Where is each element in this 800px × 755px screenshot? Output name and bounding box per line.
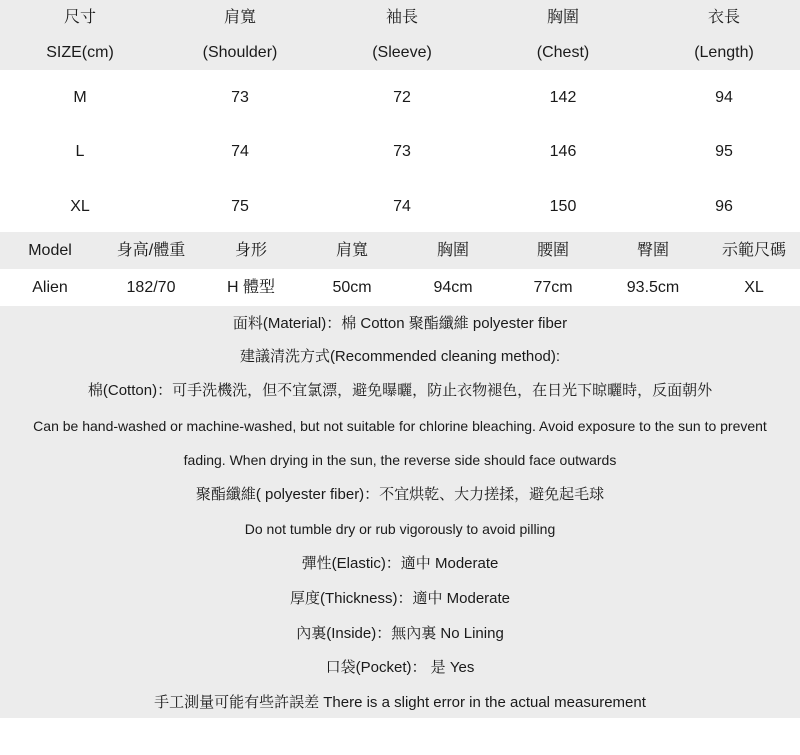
size-table-body [0,70,800,232]
model-body-type: H 體型 [226,279,276,296]
model-header-size-worn: 示範尺碼 [721,242,787,259]
size-table-header [0,0,800,70]
model-waist: 77cm [533,279,573,296]
length-cell: 94 [715,89,733,106]
washing-title: 建議清洗方式(Recommended cleaning method): [239,348,561,365]
model-size-worn: XL [744,279,764,296]
length-cell: 96 [715,198,733,215]
chest-cell: 146 [549,143,577,160]
elastic-note: 彈性(Elastic)：適中 Moderate [301,555,499,572]
model-header-waist: 腰圍 [536,242,570,259]
header-size-en: SIZE(cm) [46,44,114,61]
model-chest: 94cm [433,279,473,296]
header-sleeve-en: (Sleeve) [372,44,432,61]
model-header-height-weight: 身高/體重 [116,242,186,259]
model-hip: 93.5cm [626,279,680,296]
cotton-care-zh: 棉(Cotton)：可手洗機洗，但不宜氯漂，避免曝曬，防止衣物褪色，在日光下晾曬時，反面朝外 [87,382,713,399]
chest-cell: 142 [549,89,577,106]
pocket-note: 口袋(Pocket)： 是 Yes [325,659,475,676]
polyester-care-zh: 聚酯纖維( polyester fiber)：不宜烘乾、大力搓揉，避免起毛球 [195,486,605,503]
header-shoulder-en: (Shoulder) [202,44,278,61]
header-length-en: (Length) [694,44,754,61]
header-sleeve-zh: 袖長 [385,9,419,26]
model-header-shoulder: 肩寬 [335,242,369,259]
thickness-note: 厚度(Thickness)：適中 Moderate [289,590,511,607]
shoulder-cell: 75 [231,198,249,215]
cotton-care-en-line1: Can be hand-washed or machine-washed, but not suitable for chlorine bleaching. Avoid exposure to the sun to prevent [33,418,767,434]
lining-note: 內裏(Inside)：無內裏 No Lining [296,625,504,642]
material-note: 面料(Material)：棉 Cotton 聚酯纖維 polyester fiber [232,315,568,332]
model-header-hip: 臀圍 [636,242,670,259]
size-cell: L [75,143,85,160]
header-length-zh: 衣長 [707,9,741,26]
size-cell: XL [70,198,90,215]
header-size-zh: 尺寸 [63,9,97,26]
size-cell: M [73,89,87,106]
model-height-weight: 182/70 [126,279,176,296]
model-header-model: Model [28,242,72,259]
model-table-header [0,232,800,269]
polyester-care-en: Do not tumble dry or rub vigorously to avoid pilling [244,521,556,537]
care-notes [0,306,800,718]
model-name: Alien [32,279,68,296]
model-header-chest: 胸圍 [436,242,470,259]
model-shoulder: 50cm [332,279,372,296]
shoulder-cell: 73 [231,89,249,106]
model-header-body-type: 身形 [234,242,268,259]
length-cell: 95 [715,143,733,160]
sleeve-cell: 74 [393,198,411,215]
chest-cell: 150 [549,198,577,215]
sleeve-cell: 73 [393,143,411,160]
sleeve-cell: 72 [393,89,411,106]
measurement-error-note: 手工測量可能有些許誤差 There is a slight error in the actual measurement [154,694,646,711]
shoulder-cell: 74 [231,143,249,160]
model-table-row [0,269,800,306]
cotton-care-en-line2: fading. When drying in the sun, the reverse side should face outwards [183,452,617,468]
header-chest-zh: 胸圍 [546,9,580,26]
header-shoulder-zh: 肩寬 [223,9,257,26]
header-chest-en: (Chest) [536,44,590,61]
